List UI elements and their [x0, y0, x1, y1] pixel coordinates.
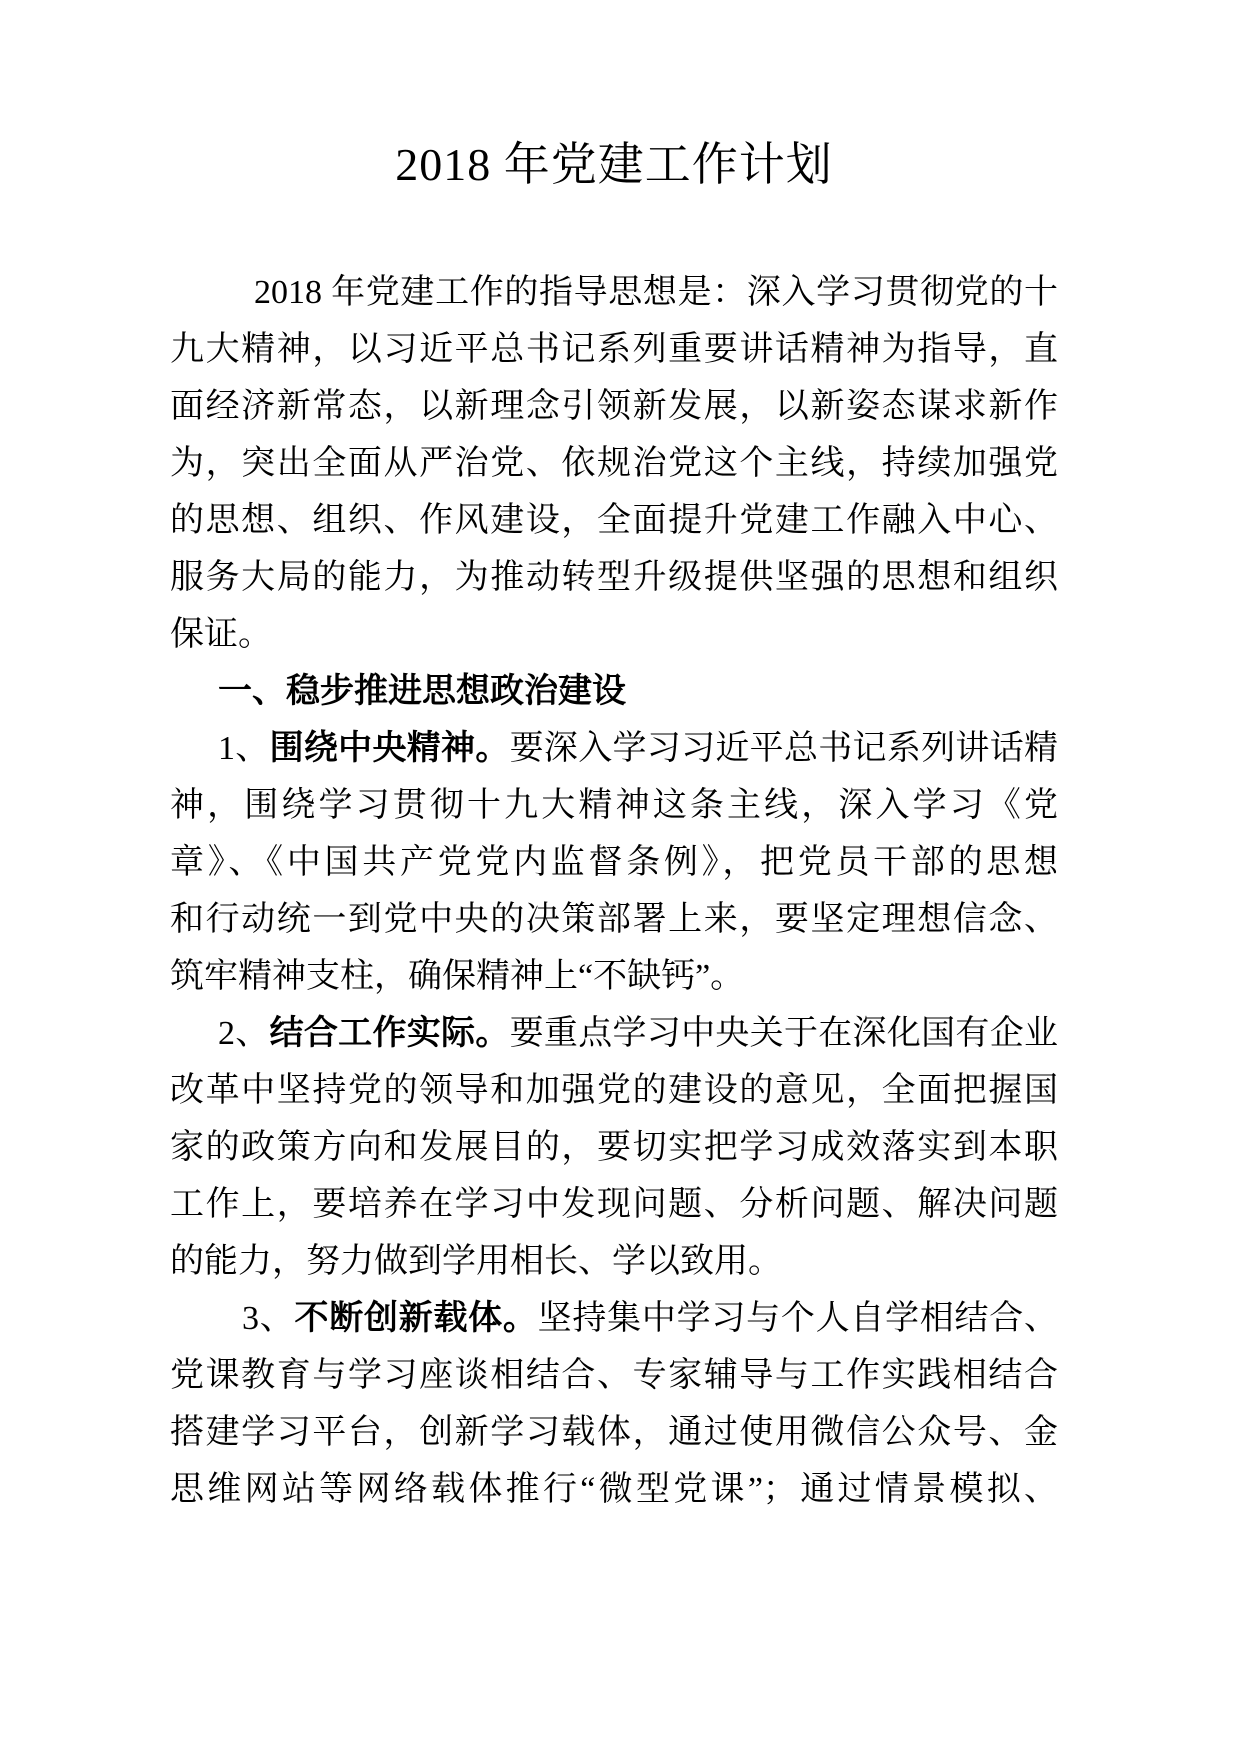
text-line: 的思想、组织、作风建设，全面提升党建工作融入中心、	[170, 502, 1058, 539]
text-line: 为，突出全面从严治党、依规治党这个主线，持续加强党	[170, 445, 1058, 482]
item-lead: 不断创新载体。	[294, 1300, 538, 1337]
text-line: 工作上，要培养在学习中发现问题、分析问题、解决问题	[170, 1186, 1058, 1223]
intro-paragraph	[170, 264, 1058, 663]
text-line	[170, 1005, 1058, 1062]
numbered-item-3	[170, 1290, 1058, 1518]
text-line: 和行动统一到党中央的决策部署上来，要坚定理想信念、	[170, 901, 1058, 938]
section-heading: 一、稳步推进思想政治建设	[218, 673, 626, 710]
item-lead: 结合工作实际。	[269, 1015, 510, 1052]
text-line: 思维网站等网络载体推行“微型党课”；通过情景模拟、	[170, 1471, 1058, 1508]
text-line: 神，围绕学习贯彻十九大精神这条主线，深入学习《党	[170, 787, 1058, 824]
text-line: 九大精神，以习近平总书记系列重要讲话精神为指导，直	[170, 331, 1058, 368]
text-line: 搭建学习平台，创新学习载体，通过使用微信公众号、金	[170, 1414, 1058, 1451]
item-first-text: 坚持集中学习与个人自学相结合、	[537, 1300, 1058, 1337]
item-number: 1、	[218, 730, 270, 767]
text-line	[170, 1290, 1058, 1347]
item-number: 3、	[242, 1300, 295, 1337]
numbered-item-1	[170, 720, 1058, 1005]
text-line: 的能力，努力做到学用相长、学以致用。	[170, 1243, 782, 1280]
document-title: 2018 年党建工作计划	[395, 139, 833, 190]
text-line: 家的政策方向和发展目的，要切实把学习成效落实到本职	[170, 1129, 1058, 1166]
text-line: 服务大局的能力，为推动转型升级提供坚强的思想和组织	[170, 559, 1058, 596]
text-line: 筑牢精神支柱，确保精神上“不缺钙”。	[170, 958, 745, 995]
text-line: 改革中坚持党的领导和加强党的建设的意见，全面把握国	[170, 1072, 1058, 1109]
numbered-item-2	[170, 1005, 1058, 1290]
item-number: 2、	[218, 1015, 270, 1052]
text-line: 面经济新常态，以新理念引领新发展，以新姿态谋求新作	[170, 388, 1058, 425]
item-first-text: 要深入学习习近平总书记系列讲话精	[509, 730, 1058, 767]
text-line	[170, 720, 1058, 777]
item-lead: 围绕中央精神。	[269, 730, 510, 767]
text-line: 章》、《中国共产党党内监督条例》，把党员干部的思想	[170, 844, 1058, 881]
item-first-text: 要重点学习中央关于在深化国有企业	[509, 1015, 1058, 1052]
text-line: 党课教育与学习座谈相结合、专家辅导与工作实践相结合	[170, 1357, 1058, 1394]
text-line: 2018 年党建工作的指导思想是：深入学习贯彻党的十	[254, 274, 1058, 311]
text-line: 保证。	[170, 616, 272, 653]
